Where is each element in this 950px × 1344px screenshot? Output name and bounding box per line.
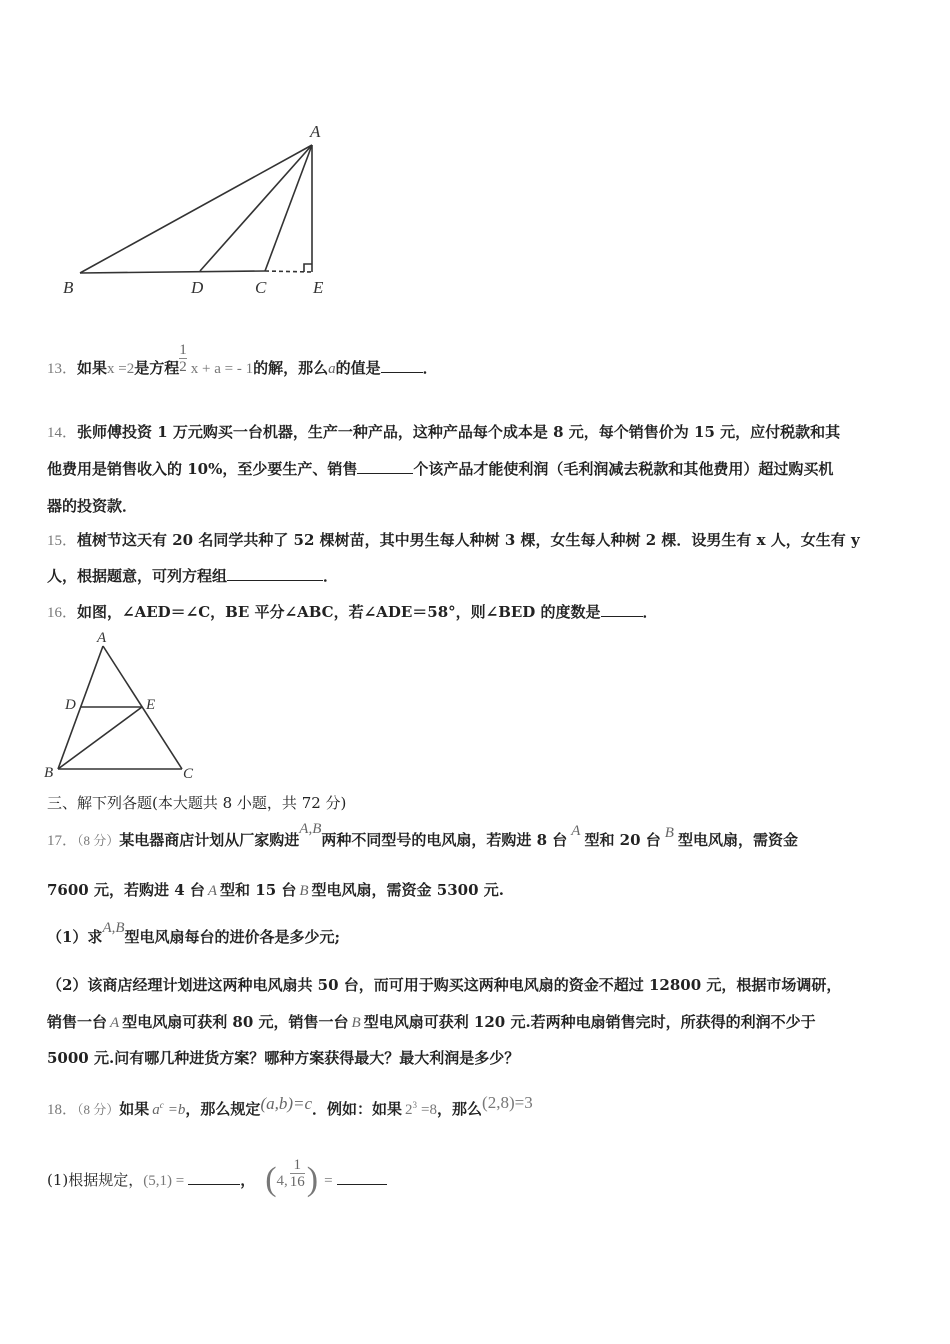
q16-end: ．: [642, 603, 658, 621]
q17-score: （8 分）: [77, 833, 120, 848]
figure-triangle-abc: [40, 628, 210, 786]
q13-text-4: 的值是: [335, 359, 381, 377]
q15-line-2: 人，根据题意，可列方程组: [47, 567, 228, 585]
q18-power-exp: c: [159, 1100, 164, 1110]
question-18-line-1: [47, 1095, 533, 1120]
label-e: E: [146, 697, 156, 713]
q18-example-result: (2,8)=3: [482, 1093, 533, 1112]
q18-expr-1: (5,1) =: [143, 1173, 185, 1189]
q18-example-base: 2: [405, 1102, 413, 1118]
q13-frac-den: 2: [179, 358, 187, 375]
q18-answer-blank-1[interactable]: [188, 1170, 240, 1185]
q17-part-2-b: B: [351, 1015, 361, 1031]
label-b: B: [44, 765, 54, 781]
question-17-part-2-line-1: [47, 975, 841, 995]
q13-frac-num: 1: [179, 341, 187, 358]
q17-part-2-line-1: （2）该商店经理计划进这两种电风扇共 50 台，而可用于购买这两种电风扇的资金不超过 12800 元，根据市场调研，: [47, 976, 842, 994]
q18-expr-2-eq: =: [324, 1173, 333, 1189]
question-14-line-2: [47, 459, 833, 479]
right-angle-mark: [304, 264, 312, 272]
question-18-part-1: [47, 1156, 387, 1198]
segment-ce-dashed: [265, 271, 312, 272]
question-15-line-1: [47, 530, 860, 551]
q13-equation: x + a = - 1: [190, 361, 254, 377]
segment-be: [58, 707, 142, 769]
q13-text-3: 的解，那么: [253, 359, 329, 377]
question-17-part-2-line-2: [47, 1012, 816, 1033]
q17-number: 17．: [47, 833, 78, 849]
q17-line-2c: 型电风扇，需资金 5300 元.: [311, 881, 504, 899]
question-13: [47, 341, 438, 379]
q18-text-2: ，那么规定: [185, 1100, 261, 1118]
question-17-line-1: [47, 821, 798, 851]
q17-a: A: [571, 823, 581, 839]
q18-example-exp: 3: [412, 1100, 418, 1110]
q17-part-2-line-2c: 型电风扇可获利 120 元.若两种电扇销售完时，所获得的利润不少于: [363, 1013, 816, 1031]
q17-line-2b: 型和 15 台: [220, 881, 297, 899]
q18-text-1: 如果: [119, 1100, 150, 1118]
q17-ab: A,B: [299, 821, 322, 837]
q13-condition: x =2: [107, 361, 135, 377]
q17-text-4: 型电风扇，需资金: [677, 831, 798, 849]
q15-end: ．: [323, 567, 339, 585]
q18-power-base: a: [152, 1102, 160, 1118]
q17-b: B: [664, 825, 674, 841]
q17-line-2-a: A: [207, 883, 218, 899]
q14-number: 14．: [47, 425, 78, 441]
question-14-line-3: [47, 496, 137, 516]
label-a: A: [310, 122, 321, 141]
q16-text: 如图，∠AED＝∠C，BE 平分∠ABC，若∠ADE＝58°，则∠BED 的度数是: [77, 603, 601, 621]
q13-text-1: 如果: [77, 359, 108, 377]
question-17-line-2: [47, 880, 504, 901]
q17-text-2: 两种不同型号的电风扇，若购进 8 台: [321, 831, 568, 849]
label-d: D: [65, 697, 76, 713]
segment-da: [200, 145, 312, 271]
q17-line-2a: 7600 元，若购进 4 台: [47, 881, 205, 899]
question-17-part-2-line-3: [47, 1048, 519, 1068]
q18-paren-open: (: [265, 1161, 277, 1198]
section-3-heading: [47, 793, 346, 813]
label-d: D: [191, 278, 204, 297]
question-17-part-1: [47, 920, 341, 948]
q17-part-1b: 型电风扇每台的进价各是多少元;: [124, 928, 341, 946]
q17-part-1-ab: A,B: [102, 920, 125, 936]
q18-part-1a: (1)根据规定，: [47, 1171, 144, 1189]
q15-answer-blank[interactable]: [227, 566, 323, 581]
q13-end: ．: [422, 359, 438, 377]
q15-number: 15．: [47, 533, 78, 549]
segment-ba: [80, 145, 312, 273]
q18-example-eq: =8: [421, 1102, 438, 1118]
q18-power-eq: =b: [167, 1102, 186, 1118]
q14-line-3: 器的投资款．: [47, 497, 138, 515]
q14-line-1-text: 张师傅投资 1 万元购买一台机器，生产一种产品，这种产品每个成本是 8 元，每个销售价为 15 元，应付税款和其: [77, 423, 841, 441]
q18-answer-blank-2[interactable]: [337, 1170, 387, 1185]
q17-part-2-line-2a: 销售一台: [47, 1013, 108, 1031]
question-15-line-2: [47, 566, 338, 586]
q18-expr-2a: 4,: [276, 1173, 288, 1189]
q13-answer-blank[interactable]: [381, 358, 423, 373]
q18-definition: (a,b)=c: [260, 1094, 313, 1113]
label-b: B: [63, 278, 74, 297]
q18-text-4: ，那么: [437, 1100, 483, 1118]
q18-fraction: [290, 1157, 305, 1190]
q18-sep: ，: [240, 1171, 256, 1189]
q18-paren-close: ): [306, 1161, 319, 1198]
segment-ca: [265, 145, 312, 271]
q13-number: 13．: [47, 361, 78, 377]
q18-score: （8 分）: [77, 1102, 120, 1117]
q18-frac-den: 16: [289, 1173, 305, 1190]
segment-bc: [80, 271, 265, 273]
q15-line-1: 植树节这天有 20 名同学共种了 52 棵树苗，其中男生每人种树 3 棵，女生每人种树 2 棵．设男生有 x 人，女生有 y: [77, 531, 860, 549]
q18-number: 18．: [47, 1102, 78, 1118]
label-a: A: [97, 630, 107, 646]
q13-fraction: [179, 342, 187, 375]
section-3-title: 三、解下列各题(本大题共 8 小题，共 72 分): [47, 794, 347, 812]
q17-text-1: 某电器商店计划从厂家购进: [119, 831, 300, 849]
q18-frac-num: 1: [293, 1156, 302, 1173]
q14-answer-blank[interactable]: [357, 459, 413, 474]
q17-part-1a: （1）求: [47, 928, 103, 946]
q18-text-3: ．例如：如果: [312, 1100, 403, 1118]
q14-line-2b: 个该产品才能使利润（毛利润减去税款和其他费用）超过购买机: [413, 460, 834, 478]
figure-triangle-abe: [55, 115, 355, 300]
q17-text-3: 型和 20 台: [584, 831, 661, 849]
label-e: E: [313, 278, 324, 297]
q16-number: 16．: [47, 605, 78, 621]
q17-part-2-a: A: [110, 1015, 120, 1031]
question-14-line-1: [47, 422, 840, 443]
q17-part-2-line-3: 5000 元.问有哪几种进货方案？哪种方案获得最大？最大利润是多少？: [47, 1049, 520, 1067]
question-16: [47, 602, 658, 623]
q17-line-2-b: B: [299, 883, 309, 899]
q17-part-2-line-2b: 型电风扇可获利 80 元，销售一台: [122, 1013, 349, 1031]
label-c: C: [183, 766, 194, 782]
q13-text-2: 是方程: [134, 359, 180, 377]
q14-line-2a: 他费用是销售收入的 10%，至少要生产、销售: [47, 460, 358, 478]
q13-variable: a: [328, 361, 336, 377]
label-c: C: [255, 278, 267, 297]
q16-answer-blank[interactable]: [601, 602, 643, 617]
